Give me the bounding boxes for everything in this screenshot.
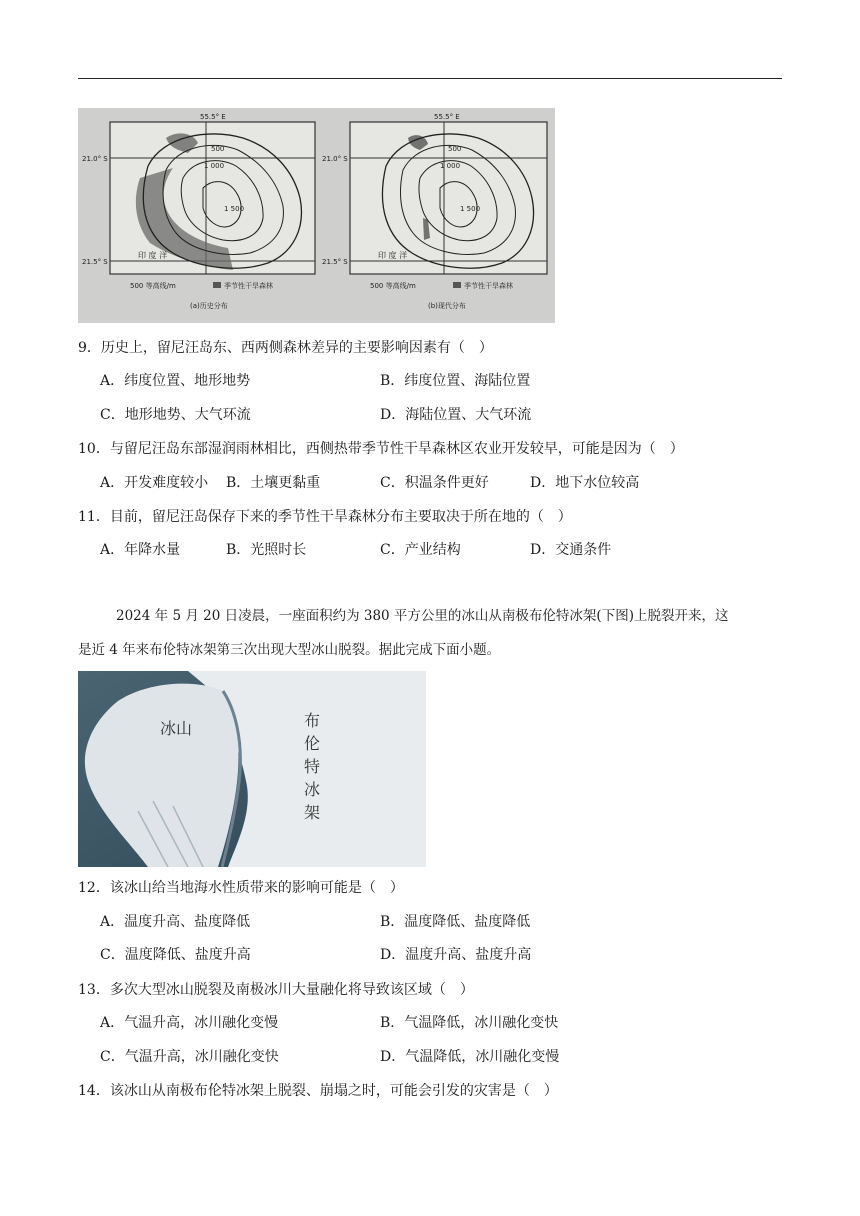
- reunion-forest-maps: [78, 108, 555, 323]
- svg-text:21.5° S: 21.5° S: [322, 258, 348, 266]
- svg-text:500: 500: [448, 145, 462, 153]
- question-11-option-b[interactable]: B．光照时长: [226, 542, 307, 558]
- question-12-option-c[interactable]: C．温度降低、盐度升高: [100, 947, 251, 963]
- svg-text:500 等高线/m: 500 等高线/m: [370, 282, 416, 290]
- svg-text:1 500: 1 500: [460, 205, 481, 213]
- svg-text:55.5° E: 55.5° E: [434, 113, 460, 121]
- question-12-option-d[interactable]: D．温度升高、盐度升高: [380, 947, 532, 963]
- question-11-stem: 11．目前，留尼汪岛保存下来的季节性干旱森林分布主要取决于所在地的（ ）: [78, 509, 572, 525]
- svg-text:1 000: 1 000: [204, 162, 225, 170]
- svg-text:55.5° E: 55.5° E: [200, 113, 226, 121]
- shelf-label-5: 架: [304, 803, 321, 822]
- question-12-option-b[interactable]: B．温度降低、盐度降低: [380, 914, 531, 930]
- brunt-ice-shelf-photo: [78, 671, 426, 867]
- passage-line-1: 2024 年 5 月 20 日凌晨，一座面积约为 380 平方公里的冰山从南极布伦特冰架(下图)上脱裂开来，这: [116, 608, 729, 624]
- shelf-label-2: 伦: [304, 734, 321, 753]
- question-9-option-d[interactable]: D．海陆位置、大气环流: [380, 407, 532, 423]
- question-10-option-a[interactable]: A．开发难度较小: [100, 475, 209, 491]
- question-13-option-b[interactable]: B．气温降低，冰川融化变快: [380, 1015, 559, 1031]
- question-11-option-c[interactable]: C．产业结构: [380, 542, 461, 558]
- shelf-label-3: 特: [304, 757, 321, 776]
- svg-text:1 500: 1 500: [224, 205, 245, 213]
- svg-text:500: 500: [211, 145, 225, 153]
- svg-text:(a)历史分布: (a)历史分布: [190, 302, 228, 310]
- question-13-stem: 13．多次大型冰山脱裂及南极冰川大量融化将导致该区域（ ）: [78, 982, 474, 998]
- question-12-option-a[interactable]: A．温度升高、盐度降低: [100, 914, 251, 930]
- question-9-option-b[interactable]: B．纬度位置、海陆位置: [380, 373, 531, 389]
- svg-text:21.0° S: 21.0° S: [322, 155, 348, 163]
- shelf-label-4: 冰: [304, 780, 321, 799]
- svg-text:季节性干旱森林: 季节性干旱森林: [464, 282, 513, 290]
- svg-text:(b)现代分布: (b)现代分布: [428, 302, 466, 310]
- svg-text:21.0° S: 21.0° S: [82, 155, 108, 163]
- map-modern: [322, 113, 547, 310]
- shelf-label-1: 布: [304, 711, 321, 730]
- passage-line-2: 是近 4 年来布伦特冰架第三次出现大型冰山脱裂。据此完成下面小题。: [78, 642, 501, 658]
- question-13-option-d[interactable]: D．气温降低，冰川融化变慢: [380, 1049, 560, 1065]
- question-13-option-c[interactable]: C．气温升高，冰川融化变快: [100, 1049, 279, 1065]
- question-10-stem: 10．与留尼汪岛东部湿润雨林相比，西侧热带季节性干旱森林区农业开发较早，可能是因为（ ）: [78, 441, 684, 457]
- question-10-option-b[interactable]: B．土壤更黏重: [226, 475, 321, 491]
- iceberg-label: 冰山: [160, 719, 193, 738]
- question-10-option-d[interactable]: D．地下水位较高: [530, 475, 640, 491]
- question-11-option-d[interactable]: D．交通条件: [530, 542, 612, 558]
- svg-text:季节性干旱森林: 季节性干旱森林: [224, 282, 273, 290]
- question-14-stem: 14．该冰山从南极布伦特冰架上脱裂、崩塌之时，可能会引发的灾害是（ ）: [78, 1083, 558, 1099]
- svg-text:21.5° S: 21.5° S: [82, 258, 108, 266]
- question-9-stem: 9．历史上，留尼汪岛东、西两侧森林差异的主要影响因素有（ ）: [78, 340, 493, 356]
- header-rule: [78, 78, 782, 79]
- question-9-option-a[interactable]: A．纬度位置、地形地势: [100, 373, 251, 389]
- question-9-option-c[interactable]: C．地形地势、大气环流: [100, 407, 251, 423]
- question-11-option-a[interactable]: A．年降水量: [100, 542, 181, 558]
- svg-text:印 度 洋: 印 度 洋: [138, 251, 168, 260]
- map-historical: [82, 113, 315, 310]
- svg-text:1 000: 1 000: [440, 162, 461, 170]
- svg-text:印 度 洋: 印 度 洋: [378, 251, 408, 260]
- question-12-stem: 12．该冰山给当地海水性质带来的影响可能是（ ）: [78, 880, 404, 896]
- question-10-option-c[interactable]: C．积温条件更好: [380, 475, 489, 491]
- question-13-option-a[interactable]: A．气温升高，冰川融化变慢: [100, 1015, 279, 1031]
- svg-text:500 等高线/m: 500 等高线/m: [130, 282, 176, 290]
